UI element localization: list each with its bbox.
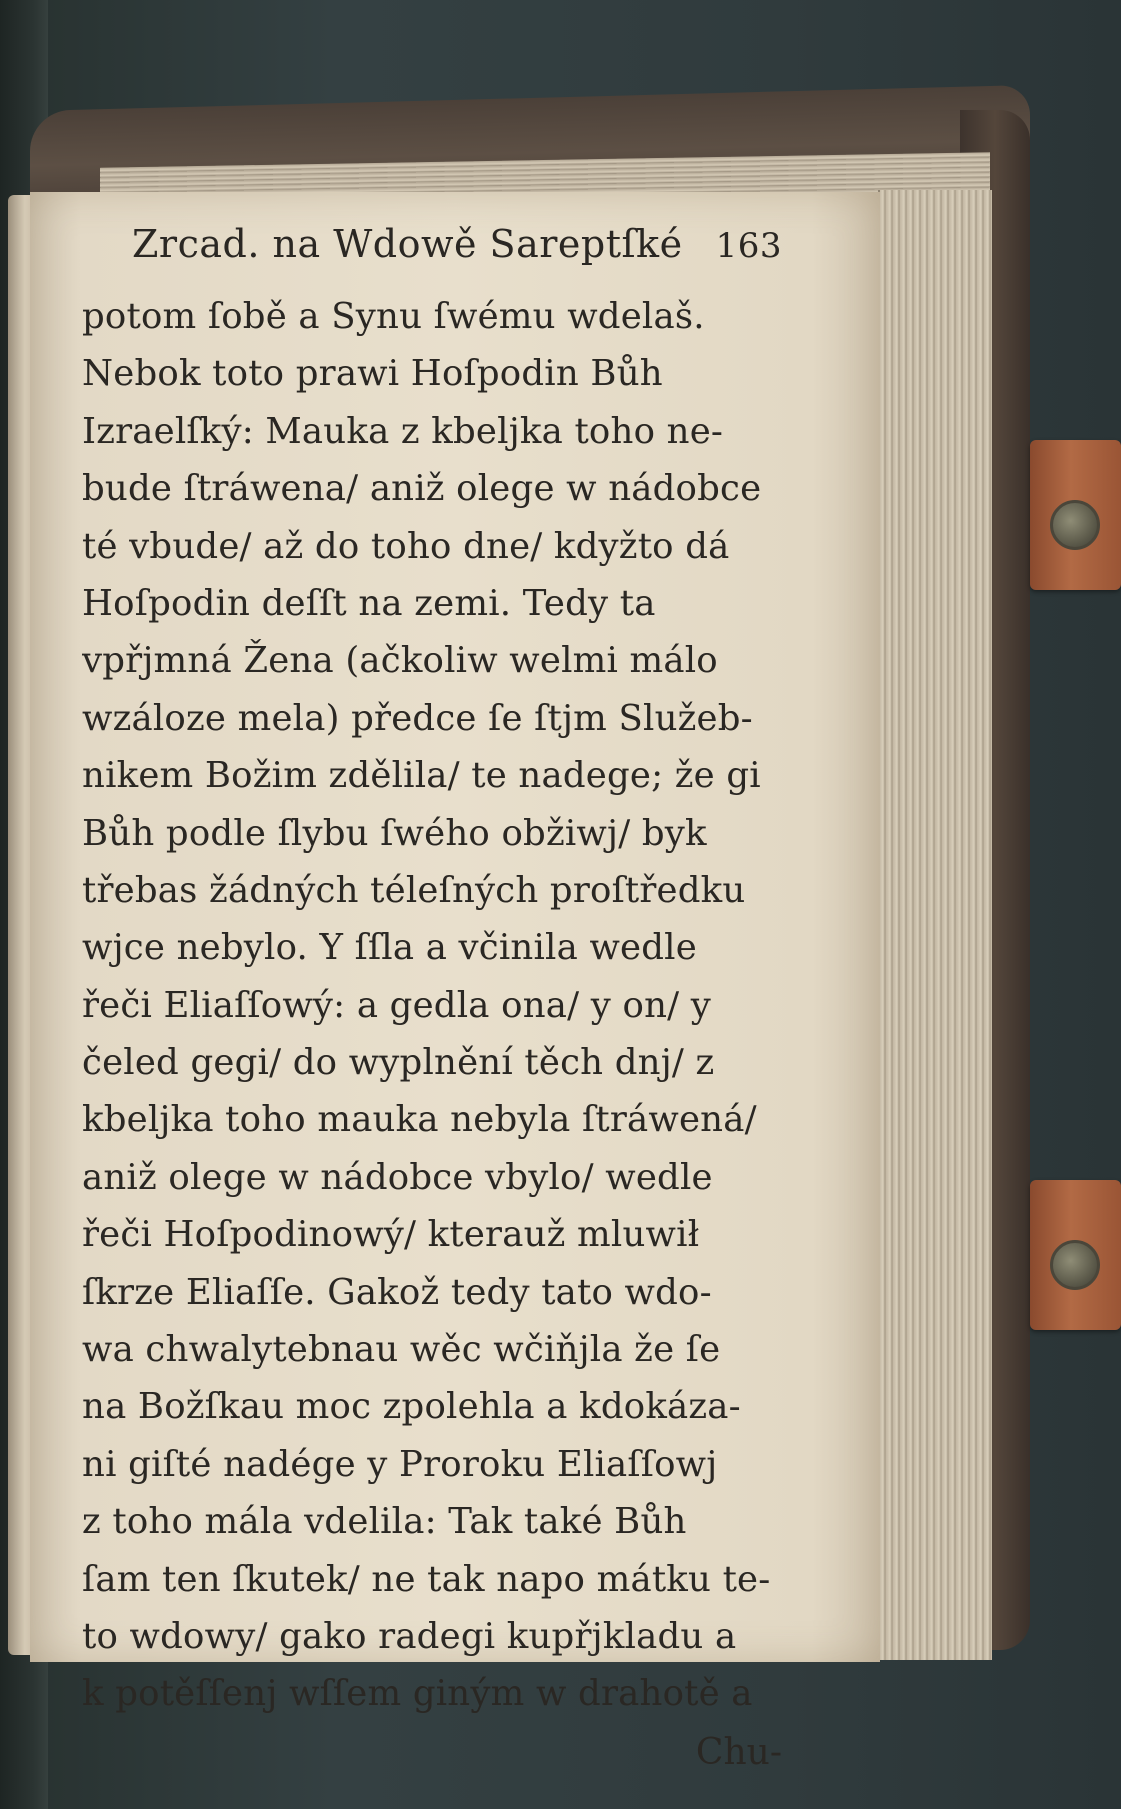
running-head: Zrcad. na Wdowě Sareptſké [132, 222, 683, 266]
page-edges-right [878, 190, 992, 1660]
text-line: wa chwalytebnau wěc wčiňjla že ſe [82, 1329, 721, 1371]
text-line: vpřjmná Žena (ačkoliw welmi málo [82, 640, 718, 682]
text-line: té vbude/ až do toho dne/ kdyžto dá [82, 525, 730, 567]
text-line: řeči Eliaſſowý: a gedla ona/ y on/ y [82, 984, 712, 1026]
text-line: Nebok toto prawi Hoſpodin Bůh [82, 353, 663, 395]
text-line: z toho mála vdelila: Tak také Bůh [82, 1501, 687, 1543]
text-line: wzáloze mela) předce ſe ſtjm Služeb- [82, 697, 753, 739]
text-line: wjce nebylo. Y ſſla a včinila wedle [82, 927, 697, 969]
text-block [82, 288, 782, 1723]
text-line: Izraelſký: Mauka z kbeljka toho ne- [82, 410, 724, 452]
page-text [82, 222, 782, 1783]
text-line: to wdowy/ gako radegi kupřjkladu a [82, 1615, 737, 1657]
text-line: bude ſtráwena/ aniž olege w nádobce [82, 468, 762, 510]
text-line: potom ſobě a Synu ſwému wdelaš. [82, 296, 705, 337]
text-line: na Božſkau moc zpolehla a kdokáza- [82, 1386, 741, 1428]
text-line: nikem Božim zdělila/ te nadege; že gi [82, 755, 761, 797]
text-line: Hoſpodin deſſt na zemi. Tedy ta [82, 582, 656, 624]
text-line: ſam ten ſkutek/ ne tak napo mátku te- [82, 1558, 771, 1600]
text-line: kbeljka toho mauka nebyla ſtráwená/ [82, 1099, 757, 1141]
rivet-icon [1050, 1240, 1100, 1290]
page-header [82, 222, 782, 282]
text-line: ni giſté nadége y Proroku Eliaſſowj [82, 1443, 718, 1485]
text-line: ſkrze Eliaſſe. Gakož tedy tato wdo- [82, 1271, 712, 1313]
page-number: 163 [715, 226, 782, 266]
text-line: čeled gegi/ do wyplnění těch dnj/ z [82, 1042, 715, 1084]
text-line: aniž olege w nádobce vbylo/ wedle [82, 1156, 713, 1198]
catchword: Chu- [695, 1731, 782, 1773]
rivet-icon [1050, 500, 1100, 550]
text-line: třebas žádných téleſných proſtředku [82, 869, 746, 911]
text-line: k potěſſenj wſſem giným w drahotě a [82, 1673, 753, 1715]
text-line: řeči Hoſpodinowý/ kterauž mluwił [82, 1214, 700, 1256]
text-line: Bůh podle ſlybu ſwého obžiwj/ byk [82, 812, 707, 854]
